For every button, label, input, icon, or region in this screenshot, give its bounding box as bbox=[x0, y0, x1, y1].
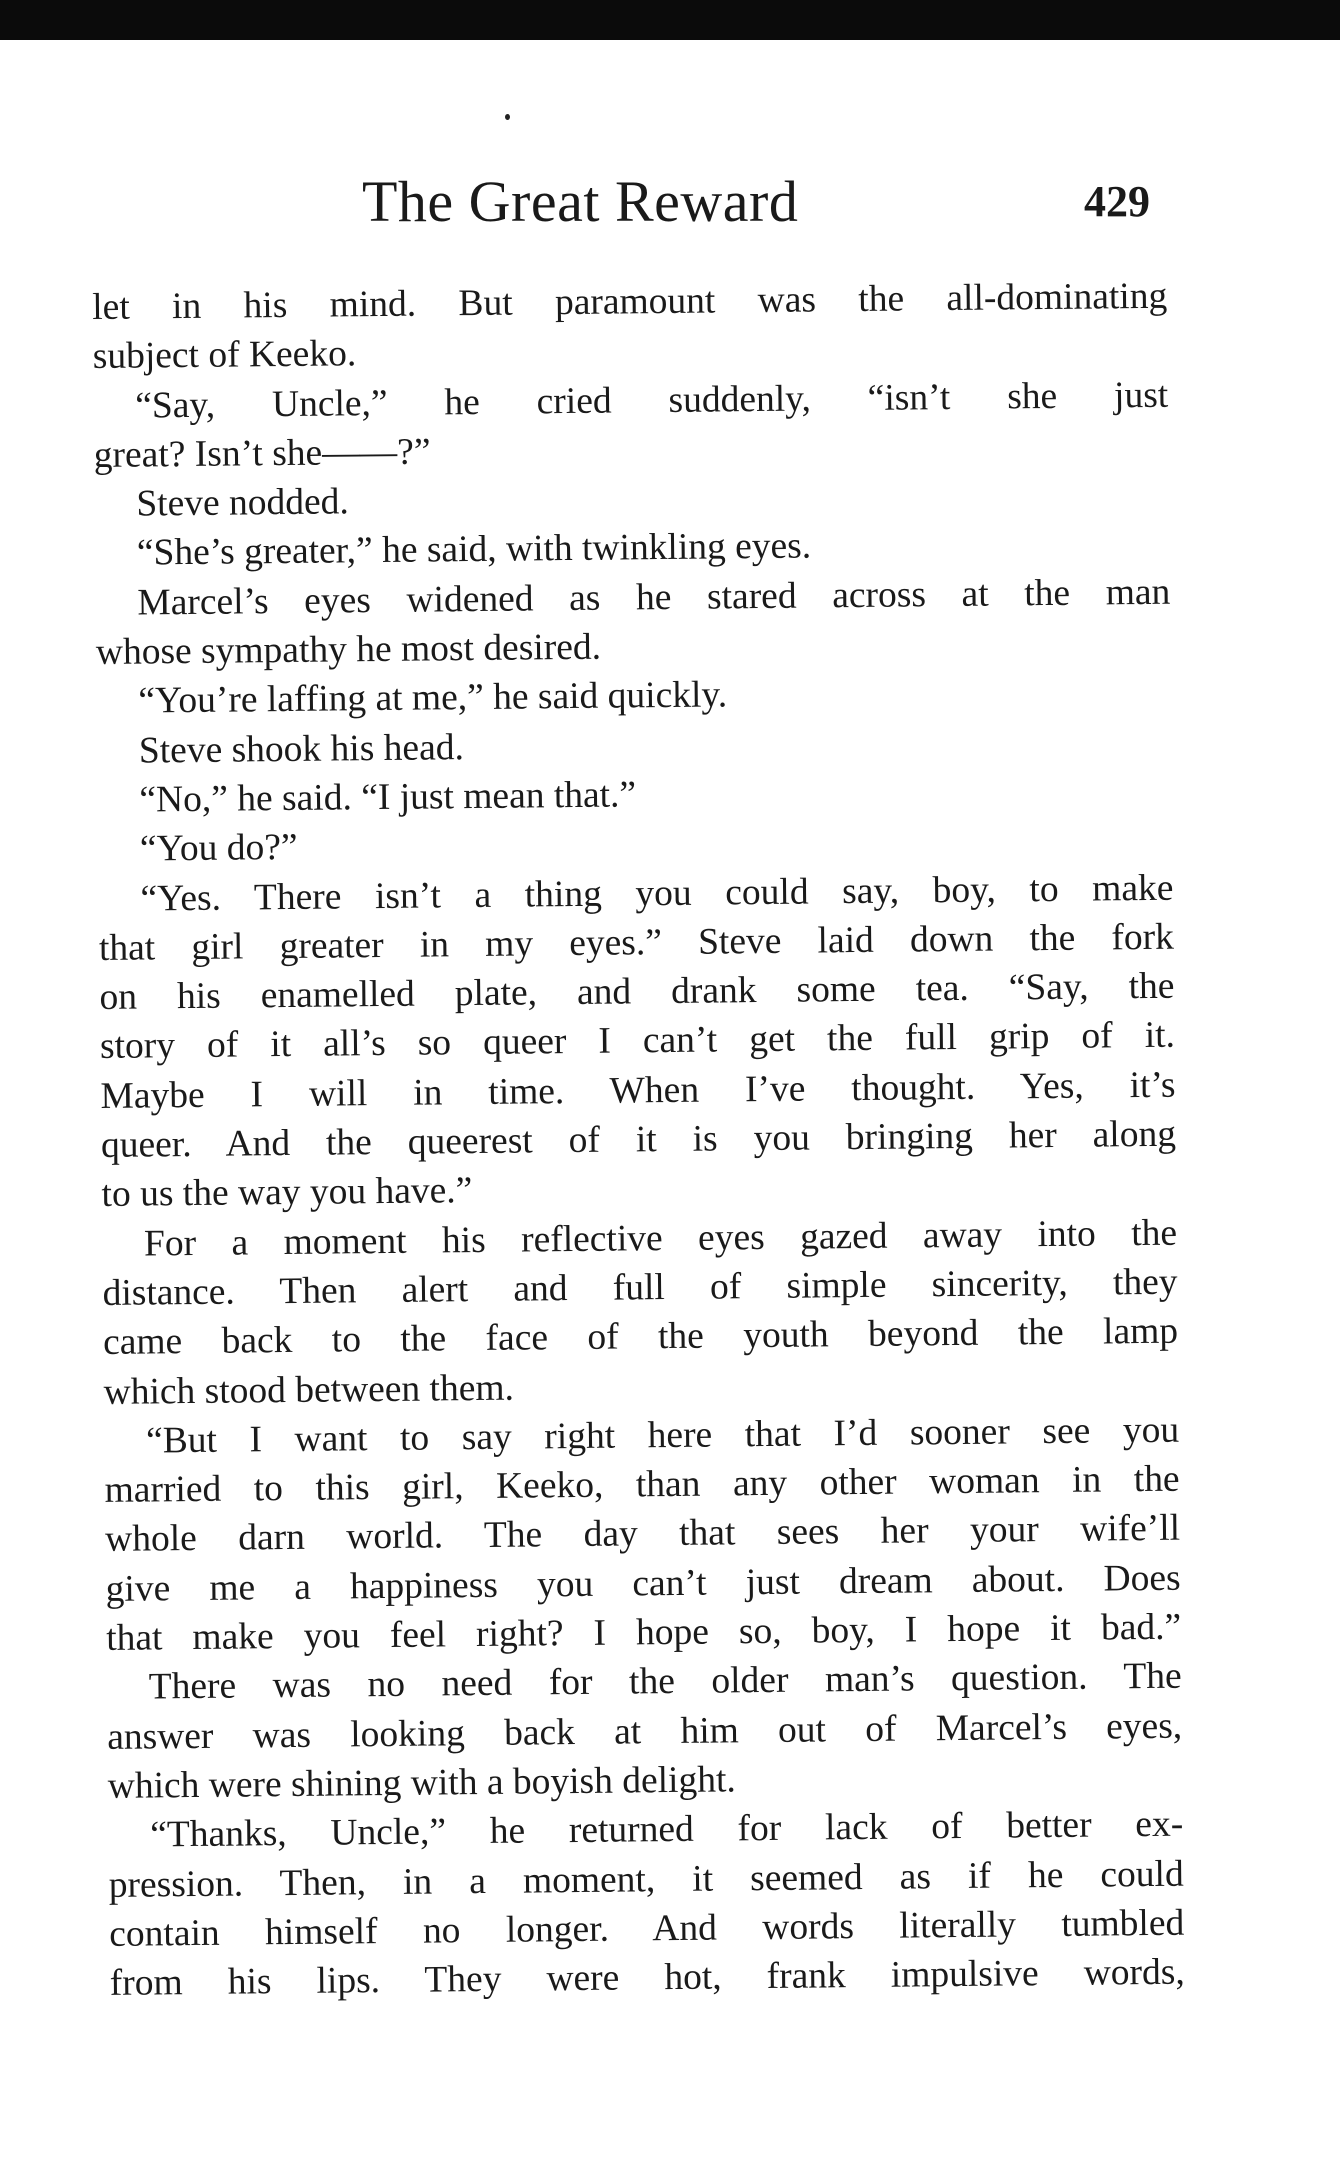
text-line: queer. And the queerest of it is you bringing her along bbox=[100, 1113, 1177, 1166]
text-line: “Yes. There isn’t a thing you could say, boy, to make bbox=[140, 867, 1174, 920]
page-title: The Great Reward bbox=[362, 169, 799, 234]
text-line: “No,” he said. “I just mean that.” bbox=[139, 774, 637, 821]
text-line: There was no need for the older man’s question. The bbox=[148, 1655, 1182, 1708]
text-line: pression. Then, in a moment, it seemed as if he could bbox=[108, 1853, 1184, 1906]
text-line: answer was looking back at him out of Marcel’s eyes, bbox=[107, 1705, 1183, 1758]
text-line: let in his mind. But paramount was the all-dominating bbox=[92, 275, 1168, 328]
text-line: married to this girl, Keeko, than any other woman in the bbox=[104, 1458, 1180, 1512]
text-line: from his lips. They were hot, frank impulsive words, bbox=[109, 1951, 1185, 2004]
text-line: give me a happiness you can’t just dream about. Does bbox=[105, 1557, 1181, 1610]
text-line: “You’re laffing at me,” he said quickly. bbox=[138, 674, 728, 722]
text-line: “She’s greater,” he said, with twinkling eyes. bbox=[136, 525, 812, 575]
text-line: Marcel’s eyes widened as he stared across at the man bbox=[137, 571, 1171, 624]
text-line: Steve nodded. bbox=[136, 481, 349, 525]
text-line: on his enamelled plate, and drank some tea. “Say, the bbox=[99, 965, 1175, 1019]
text-line: story of it all’s so queer I can’t get the full grip of it. bbox=[99, 1015, 1176, 1068]
text-line: Steve shook his head. bbox=[138, 726, 465, 772]
body-text bbox=[92, 272, 1185, 2009]
text-line: For a moment his reflective eyes gazed away into the bbox=[143, 1212, 1178, 1265]
running-head bbox=[90, 168, 1150, 248]
text-line: contain himself no longer. And words literally tumbled bbox=[109, 1902, 1185, 1955]
text-line: that girl greater in my eyes.” Steve laid down the fork bbox=[98, 916, 1175, 969]
text-line: that make you feel right? I hope so, boy, I hope it bad.” bbox=[105, 1606, 1182, 1659]
text-line: “You do?” bbox=[139, 827, 298, 870]
text-line: whose sympathy he most desired. bbox=[95, 626, 602, 674]
text-line: which were shining with a boyish delight. bbox=[107, 1759, 736, 1807]
text-line: came back to the face of the youth beyond the lamp bbox=[102, 1310, 1179, 1364]
text-line: which stood between them. bbox=[103, 1367, 515, 1413]
text-line: whole darn world. The day that sees her your wife’ll bbox=[104, 1508, 1181, 1561]
page-number: 429 bbox=[1084, 177, 1150, 226]
text-line: great? Isn’t she——?” bbox=[93, 431, 431, 476]
text-line: Maybe I will in time. When I’ve thought. Yes, it’s bbox=[100, 1064, 1176, 1117]
text-line: distance. Then alert and full of simple sincerity, they bbox=[102, 1261, 1178, 1314]
text-line: “Thanks, Uncle,” he returned for lack of better ex- bbox=[150, 1803, 1184, 1856]
text-line: subject of Keeko. bbox=[92, 333, 357, 378]
text-line: “But I want to say right here that I’d sooner see you bbox=[145, 1409, 1180, 1462]
text-line: to us the way you have.” bbox=[101, 1170, 473, 1216]
text-line: “Say, Uncle,” he cried suddenly, “isn’t she just bbox=[135, 374, 1169, 427]
